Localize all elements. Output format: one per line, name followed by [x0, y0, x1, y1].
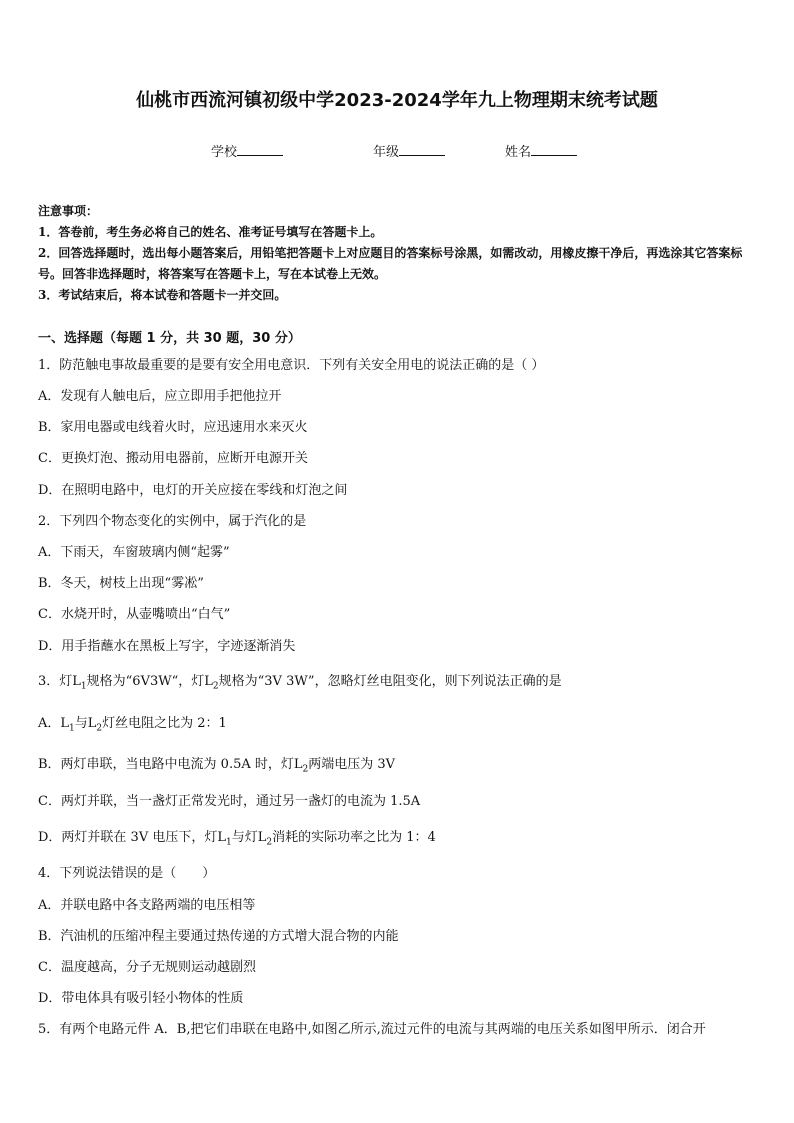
notes-item: 3．考试结束后，将本试卷和答题卡一并交回。: [38, 288, 287, 302]
name-label: 姓名: [505, 145, 532, 160]
grade-field: [373, 141, 445, 160]
q1-option-c: C．更换灯泡、搬动用电器前，应断开电源开关: [38, 451, 308, 466]
q4-option-b: B．汽油机的压缩冲程主要通过热传递的方式增大混合物的内能: [38, 929, 399, 944]
q2-option-d: D．用手指蘸水在黑板上写字，字迹逐渐消失: [38, 639, 296, 654]
q1-option-d: D．在照明电路中，电灯的开关应接在零线和灯泡之间: [38, 483, 348, 498]
q3-option-b: B．两灯串联，当电路中电流为 0.5A 时，灯$L_2$两端电压为 3V: [38, 757, 396, 775]
q1-option-a: A．发现有人触电后，应立即用手把他拉开: [38, 389, 282, 404]
name-blank: [531, 143, 577, 156]
school-label: 学校: [211, 145, 238, 160]
school-blank: [237, 143, 283, 156]
q4-option-a: A．并联电路中各支路两端的电压相等: [38, 898, 256, 913]
q5-stem: 5．有两个电路元件 A．B,把它们串联在电路中,如图乙所示,流过元件的电流与其两端的电压关系如图甲所示．闭合开: [38, 1022, 706, 1037]
grade-blank: [399, 143, 445, 156]
q1-option-b: B．家用电器或电线着火时，应迅速用水来灭火: [38, 420, 308, 435]
q4-stem: 4．下列说法错误的是（ ）: [38, 866, 216, 881]
page-title: 仙桃市西流河镇初级中学2023-2024学年九上物理期末统考试题: [136, 90, 658, 111]
q2-option-c: C．水烧开时，从壶嘴喷出“白气”: [38, 607, 231, 622]
q4-option-c: C．温度越高，分子无规则运动越剧烈: [38, 960, 256, 975]
notes-block: [38, 201, 760, 306]
grade-label: 年级: [373, 145, 400, 160]
q2-stem: 2．下列四个物态变化的实例中，属于汽化的是: [38, 514, 307, 529]
q3-option-a: A．$L_1$与$L_2$灯丝电阻之比为 2：1: [38, 716, 227, 734]
section-heading: 一、选择题（每题 1 分，共 30 题，30 分）: [38, 331, 301, 346]
q1-stem: 1．防范触电事故最重要的是要有安全用电意识．下列有关安全用电的说法正确的是（ ）: [38, 358, 545, 373]
q2-option-b: B．冬天，树枝上出现“雾凇”: [38, 576, 204, 591]
school-field: [211, 141, 283, 160]
q4-option-d: D．带电体具有吸引轻小物体的性质: [38, 991, 244, 1006]
notes-item: 1．答卷前，考生务必将自己的姓名、准考证号填写在答题卡上。: [38, 225, 383, 239]
q3-option-d: D．两灯并联在 3V 电压下，灯$L_1$与灯$L_2$消耗的实际功率之比为 1：4: [38, 830, 436, 848]
q3-stem: 3．灯$L_1$规格为“6V3W“，灯$L_2$规格为“3V 3W”，忽略灯丝电阻变化，则下列说法正确的是: [38, 674, 562, 692]
notes-heading: 注意事项：: [38, 204, 99, 218]
notes-item: 2．回答选择题时，选出每小题答案后，用铅笔把答题卡上对应题目的答案标号涂黑，如需改动，用橡皮擦干净后，再选涂其它答案标号。回答非选择题时，将答案写在答题卡上，写在本试卷上无效。: [38, 246, 743, 281]
q3-option-c: C．两灯并联，当一盏灯正常发光时，通过另一盏灯的电流为 1.5A: [38, 794, 421, 809]
q2-option-a: A．下雨天，车窗玻璃内侧“起雾”: [38, 545, 230, 560]
name-field: [505, 141, 577, 160]
